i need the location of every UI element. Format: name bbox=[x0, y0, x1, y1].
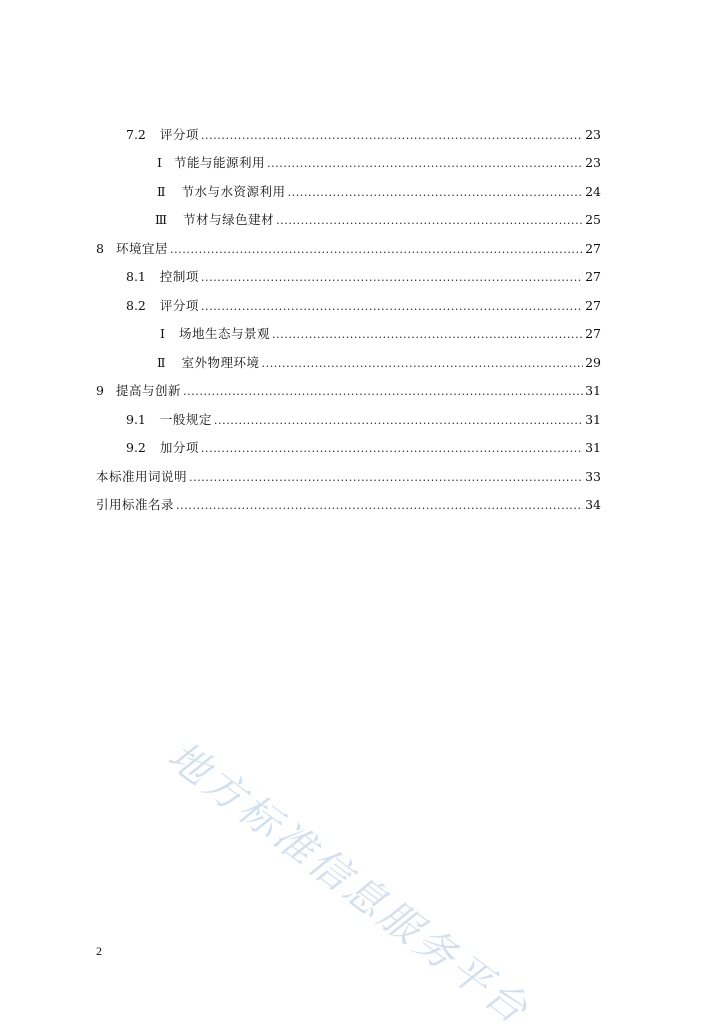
toc-entry-page: 27 bbox=[585, 241, 601, 256]
toc-leader-dots bbox=[201, 438, 583, 460]
toc-entry-title: 评分项 bbox=[159, 127, 199, 142]
toc-entry[interactable] bbox=[0, 124, 724, 146]
toc-leader-dots bbox=[183, 381, 583, 403]
toc-entry-page: 31 bbox=[585, 383, 601, 398]
toc-entry-title: 控制项 bbox=[159, 269, 199, 284]
toc-leader-dots bbox=[201, 296, 583, 318]
toc-entry-page: 27 bbox=[585, 269, 601, 284]
toc-entry-number: 8.1 bbox=[126, 269, 146, 284]
toc-entry-number: Ⅱ bbox=[157, 355, 166, 370]
toc-entry-title: 节水与水资源利用 bbox=[181, 184, 286, 199]
toc-leader-dots bbox=[214, 410, 583, 432]
toc-entry-page: 33 bbox=[585, 469, 601, 484]
toc-entry-title: 环境宜居 bbox=[115, 241, 168, 256]
toc-entry-page: 31 bbox=[585, 440, 601, 455]
toc-leader-dots bbox=[201, 267, 583, 289]
toc-leader-dots bbox=[267, 153, 583, 175]
toc-entry-page: 27 bbox=[585, 326, 601, 341]
toc-entry[interactable] bbox=[0, 209, 724, 231]
toc-entry-title: 场地生态与景观 bbox=[178, 326, 270, 341]
toc-leader-dots bbox=[272, 324, 583, 346]
toc-entry-page: 23 bbox=[585, 155, 601, 170]
toc-entry[interactable] bbox=[0, 409, 724, 431]
toc-entry[interactable] bbox=[0, 238, 724, 260]
toc-entry-title: 加分项 bbox=[159, 440, 199, 455]
toc-leader-dots bbox=[288, 182, 583, 204]
toc-entry-page: 24 bbox=[585, 184, 601, 199]
toc-entry-number: 8.2 bbox=[126, 298, 146, 313]
toc-leader-dots bbox=[170, 239, 583, 261]
toc-entry[interactable] bbox=[0, 437, 724, 459]
toc-entry-number: Ⅲ bbox=[155, 212, 168, 227]
toc-entry-title: 引用标准名录 bbox=[96, 497, 175, 512]
toc-entry-title: 室外物理环境 bbox=[181, 355, 260, 370]
toc-entry-title: 一般规定 bbox=[159, 412, 212, 427]
toc-entry-number: 9.2 bbox=[126, 440, 146, 455]
toc-leader-dots bbox=[276, 210, 583, 232]
toc-entry-page: 25 bbox=[585, 212, 601, 227]
toc-entry-title: 节材与绿色建材 bbox=[183, 212, 275, 227]
toc-entry-page: 34 bbox=[585, 497, 601, 512]
toc-entry[interactable] bbox=[0, 352, 724, 374]
toc-entry[interactable] bbox=[0, 266, 724, 288]
page-number: 2 bbox=[96, 944, 102, 958]
toc-entry[interactable] bbox=[0, 323, 724, 345]
toc-leader-dots bbox=[201, 125, 583, 147]
toc-entry[interactable] bbox=[0, 295, 724, 317]
toc-entry-number: 8 bbox=[96, 241, 104, 256]
toc-leader-dots bbox=[189, 467, 583, 489]
toc-entry-number: Ⅱ bbox=[157, 184, 166, 199]
toc-entry-page: 27 bbox=[585, 298, 601, 313]
toc-entry-title: 本标准用词说明 bbox=[96, 469, 188, 484]
toc-entry[interactable] bbox=[0, 152, 724, 174]
toc-entry-page: 23 bbox=[585, 127, 601, 142]
toc-entry-number: 7.2 bbox=[126, 127, 146, 142]
toc-entry-number: 9.1 bbox=[126, 412, 146, 427]
toc-leader-dots bbox=[176, 495, 583, 517]
toc-entry-title: 评分项 bbox=[159, 298, 199, 313]
toc-entry[interactable] bbox=[0, 494, 724, 516]
toc-entry-number: 9 bbox=[96, 383, 104, 398]
toc-entry-number: Ⅰ bbox=[160, 326, 165, 341]
toc-entry-title: 节能与能源利用 bbox=[173, 155, 265, 170]
toc-entry[interactable] bbox=[0, 181, 724, 203]
toc-leader-dots bbox=[262, 353, 583, 375]
toc-entry-title: 提高与创新 bbox=[115, 383, 181, 398]
toc-entry[interactable] bbox=[0, 380, 724, 402]
toc-entry-page: 29 bbox=[585, 355, 601, 370]
toc-entry-page: 31 bbox=[585, 412, 601, 427]
toc-entry[interactable] bbox=[0, 466, 724, 488]
toc-entry-number: Ⅰ bbox=[157, 155, 162, 170]
watermark-text: 地方标准信息服务平台 bbox=[159, 732, 539, 1035]
